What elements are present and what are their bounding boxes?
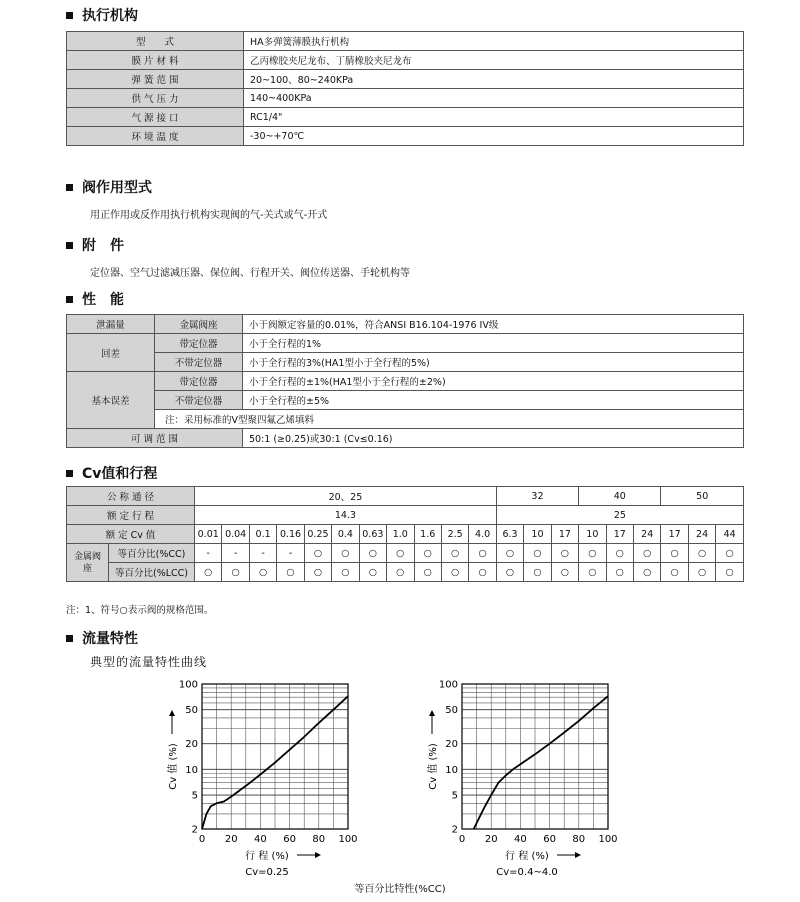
table-row — [67, 525, 744, 544]
cv-lcc-mark: ○ — [304, 563, 331, 582]
y-tick-label: 2 — [451, 824, 458, 836]
flow-subtitle: 典型的流量特性曲线 — [90, 655, 208, 669]
cv-cc-mark: ○ — [606, 544, 633, 563]
cv-lcc-mark: ○ — [551, 563, 578, 582]
section-title-text: 附 件 — [82, 238, 124, 254]
cv-value: 10 — [579, 525, 606, 544]
y-tick-label: 10 — [185, 764, 198, 776]
table-row — [67, 51, 744, 70]
cv-value: 44 — [716, 525, 744, 544]
accessories-text: 定位器、空气过滤减压器、保位阀、行程开关、阀位传送器、手轮机构等 — [90, 268, 410, 279]
cv-header-travel: 额 定 行 程 — [67, 506, 195, 525]
table-row — [67, 487, 744, 506]
cv-value: 17 — [661, 525, 688, 544]
cv-cc-mark: ○ — [359, 544, 386, 563]
actuator-label: 供 气 压 力 — [67, 89, 244, 108]
cv-nominal-size: 40 — [579, 487, 661, 506]
bullet-square-icon — [66, 470, 73, 477]
x-tick-label: 80 — [572, 834, 586, 845]
cv-lcc-mark: ○ — [359, 563, 386, 582]
cv-cc-mark: ○ — [469, 544, 496, 563]
actuator-table — [66, 31, 744, 146]
x-tick-label: 0 — [458, 834, 466, 845]
cv-cc-mark: ○ — [688, 544, 715, 563]
x-axis-label: 行 程 (%) — [505, 851, 549, 862]
x-tick-label: 40 — [254, 834, 267, 845]
cv-value: 1.6 — [414, 525, 441, 544]
y-tick-label: 2 — [191, 824, 198, 836]
actuator-value: -30~+70℃ — [244, 127, 744, 146]
perf-leak-label: 泄漏量 — [67, 315, 155, 334]
perf-value: 小于全行程的±1%(HA1型小于全行程的±2%) — [243, 372, 744, 391]
cv-lcc-mark: ○ — [277, 563, 304, 582]
bullet-square-icon — [66, 12, 73, 19]
bullet-square-icon — [66, 242, 73, 249]
actuator-value: 20~100、80~240KPa — [244, 70, 744, 89]
y-tick-label: 100 — [438, 679, 458, 691]
table-row — [67, 544, 744, 563]
section-title-performance — [66, 289, 124, 309]
cv-value: 1.0 — [387, 525, 414, 544]
actuator-label: 弹 簧 范 围 — [67, 70, 244, 89]
cv-lcc-mark: ○ — [716, 563, 744, 582]
section-title-text: 性 能 — [82, 292, 124, 308]
cv-travel: 25 — [496, 506, 743, 525]
cv-cc-mark: ○ — [414, 544, 441, 563]
cv-lcc-mark: ○ — [441, 563, 468, 582]
cv-value: 17 — [551, 525, 578, 544]
cv-lcc-mark: ○ — [606, 563, 633, 582]
y-axis-label: Cv 值 (%) — [168, 743, 179, 790]
cv-travel: 14.3 — [195, 506, 497, 525]
cv-header-cv: 额 定 Cv 值 — [67, 525, 195, 544]
section-title-cv — [66, 463, 157, 483]
perf-range-label: 可 调 范 围 — [67, 429, 243, 448]
cv-value: 24 — [688, 525, 715, 544]
cv-value: 0.04 — [222, 525, 249, 544]
y-axis-arrowhead-icon — [429, 710, 435, 716]
cv-lcc-mark: ○ — [688, 563, 715, 582]
table-row — [67, 89, 744, 108]
cv-header-seat: 金属阀座 — [67, 544, 109, 582]
x-tick-label: 100 — [338, 834, 358, 845]
y-axis-arrowhead-icon — [169, 710, 175, 716]
section-title-actuator — [66, 5, 138, 25]
y-tick-label: 50 — [445, 705, 458, 717]
table-row — [67, 429, 744, 448]
actuator-value: 140~400KPa — [244, 89, 744, 108]
section-title-text: 阀作用型式 — [82, 180, 152, 196]
perf-leak-value: 小于阀额定容量的0.01%，符合ANSI B16.104-1976 IV级 — [243, 315, 744, 334]
table-row — [67, 334, 744, 353]
action-text: 用正作用或反作用执行机构实现阀的气-关式或气-开式 — [90, 210, 328, 221]
cv-table — [66, 486, 744, 582]
cv-cc-mark: ○ — [716, 544, 744, 563]
perf-error-label: 基本误差 — [67, 372, 155, 429]
cv-cc-mark: ○ — [441, 544, 468, 563]
cv-lcc-mark: ○ — [387, 563, 414, 582]
cv-lcc-mark: ○ — [222, 563, 249, 582]
table-row — [67, 410, 744, 429]
chart-caption: Cv=0.25 — [245, 867, 289, 878]
x-tick-label: 40 — [514, 834, 527, 845]
actuator-value: HA多弹簧薄膜执行机构 — [244, 32, 744, 51]
cv-nominal-size: 50 — [661, 487, 744, 506]
perf-value: 小于全行程的1% — [243, 334, 744, 353]
table-row — [67, 315, 744, 334]
y-tick-label: 50 — [185, 705, 198, 717]
bullet-square-icon — [66, 184, 73, 191]
x-tick-label: 80 — [312, 834, 326, 845]
cv-cc-mark: - — [195, 544, 222, 563]
actuator-label: 膜 片 材 料 — [67, 51, 244, 70]
section-title-text: 流量特性 — [82, 631, 138, 647]
section-title-action — [66, 177, 152, 197]
section-title-text: Cv值和行程 — [82, 466, 158, 482]
table-row — [67, 506, 744, 525]
cv-value: 0.01 — [195, 525, 222, 544]
cv-value: 0.1 — [249, 525, 276, 544]
perf-sub: 带定位器 — [155, 334, 243, 353]
perf-hysteresis-label: 回差 — [67, 334, 155, 372]
cv-value: 2.5 — [441, 525, 468, 544]
x-axis-arrowhead-icon — [315, 852, 321, 858]
table-row — [67, 563, 744, 582]
x-tick-label: 20 — [224, 834, 238, 845]
cv-value: 0.25 — [304, 525, 331, 544]
section-title-text: 执行机构 — [82, 8, 138, 24]
cv-value: 4.0 — [469, 525, 496, 544]
x-axis-arrowhead-icon — [575, 852, 581, 858]
perf-value: 小于全行程的3%(HA1型小于全行程的5%) — [243, 353, 744, 372]
y-tick-label: 5 — [451, 790, 458, 802]
cv-cc-mark: - — [277, 544, 304, 563]
cv-value: 17 — [606, 525, 633, 544]
cv-header-lcc: 等百分比(%LCC) — [109, 563, 195, 582]
bullet-square-icon — [66, 296, 73, 303]
cv-nominal-size: 32 — [496, 487, 578, 506]
x-tick-label: 100 — [598, 834, 618, 845]
cv-cc-mark: ○ — [634, 544, 661, 563]
cv-lcc-mark: ○ — [496, 563, 523, 582]
table-row — [67, 353, 744, 372]
y-axis-label: Cv 值 (%) — [428, 743, 439, 790]
cv-lcc-mark: ○ — [195, 563, 222, 582]
series-line — [474, 696, 608, 829]
perf-sub: 不带定位器 — [155, 353, 243, 372]
section-title-flow — [66, 628, 138, 648]
x-tick-label: 60 — [543, 834, 556, 845]
actuator-value: 乙丙橡胶夹尼龙布、丁腈橡胶夹尼龙布 — [244, 51, 744, 70]
actuator-label: 型 式 — [67, 32, 244, 51]
cv-header-nominal: 公 称 通 径 — [67, 487, 195, 506]
table-row — [67, 32, 744, 51]
cv-lcc-mark: ○ — [414, 563, 441, 582]
cv-note: 注：1、符号○表示阀的规格范围。 — [66, 605, 214, 616]
cv-cc-mark: ○ — [496, 544, 523, 563]
cv-lcc-mark: ○ — [332, 563, 359, 582]
perf-error-note: 注：采用标准的V型聚四氟乙烯填料 — [155, 410, 744, 429]
flow-chart-1 — [160, 672, 380, 882]
section-title-accessories — [66, 235, 124, 255]
cv-lcc-mark: ○ — [469, 563, 496, 582]
x-axis-label: 行 程 (%) — [245, 851, 289, 862]
cv-cc-mark: ○ — [551, 544, 578, 563]
cv-cc-mark: ○ — [579, 544, 606, 563]
cv-lcc-mark: ○ — [579, 563, 606, 582]
y-tick-label: 20 — [445, 739, 458, 751]
cv-value: 6.3 — [496, 525, 523, 544]
cv-cc-mark: ○ — [387, 544, 414, 563]
cv-value: 0.63 — [359, 525, 386, 544]
cv-lcc-mark: ○ — [661, 563, 688, 582]
perf-value: 小于全行程的±5% — [243, 391, 744, 410]
bullet-square-icon — [66, 635, 73, 642]
cv-cc-mark: ○ — [661, 544, 688, 563]
performance-table — [66, 314, 744, 448]
perf-sub: 不带定位器 — [155, 391, 243, 410]
table-row — [67, 391, 744, 410]
perf-sub: 带定位器 — [155, 372, 243, 391]
perf-leak-sub: 金属阀座 — [155, 315, 243, 334]
cv-cc-mark: - — [249, 544, 276, 563]
perf-range-value: 50:1 (≥0.25)或30:1 (Cv≤0.16) — [243, 429, 744, 448]
cv-value: 0.16 — [277, 525, 304, 544]
actuator-label: 环 境 温 度 — [67, 127, 244, 146]
table-row — [67, 70, 744, 89]
cv-lcc-mark: ○ — [634, 563, 661, 582]
actuator-label: 气 源 接 口 — [67, 108, 244, 127]
table-row — [67, 372, 744, 391]
flow-chart-2 — [420, 672, 640, 882]
charts-caption: 等百分比特性(%CC) — [354, 884, 446, 895]
x-tick-label: 0 — [198, 834, 206, 845]
cv-value: 10 — [524, 525, 551, 544]
x-tick-label: 20 — [484, 834, 498, 845]
table-row — [67, 127, 744, 146]
cv-value: 0.4 — [332, 525, 359, 544]
cv-lcc-mark: ○ — [249, 563, 276, 582]
y-tick-label: 20 — [185, 739, 198, 751]
y-tick-label: 10 — [445, 764, 458, 776]
cv-nominal-size: 20、25 — [195, 487, 497, 506]
cv-cc-mark: ○ — [332, 544, 359, 563]
table-row — [67, 108, 744, 127]
x-tick-label: 60 — [283, 834, 296, 845]
cv-cc-mark: - — [222, 544, 249, 563]
cv-lcc-mark: ○ — [524, 563, 551, 582]
y-tick-label: 5 — [191, 790, 198, 802]
actuator-value: RC1/4" — [244, 108, 744, 127]
cv-cc-mark: ○ — [524, 544, 551, 563]
chart-caption: Cv=0.4~4.0 — [496, 867, 558, 878]
cv-cc-mark: ○ — [304, 544, 331, 563]
cv-header-cc: 等百分比(%CC) — [109, 544, 195, 563]
cv-value: 24 — [634, 525, 661, 544]
y-tick-label: 100 — [178, 679, 198, 691]
